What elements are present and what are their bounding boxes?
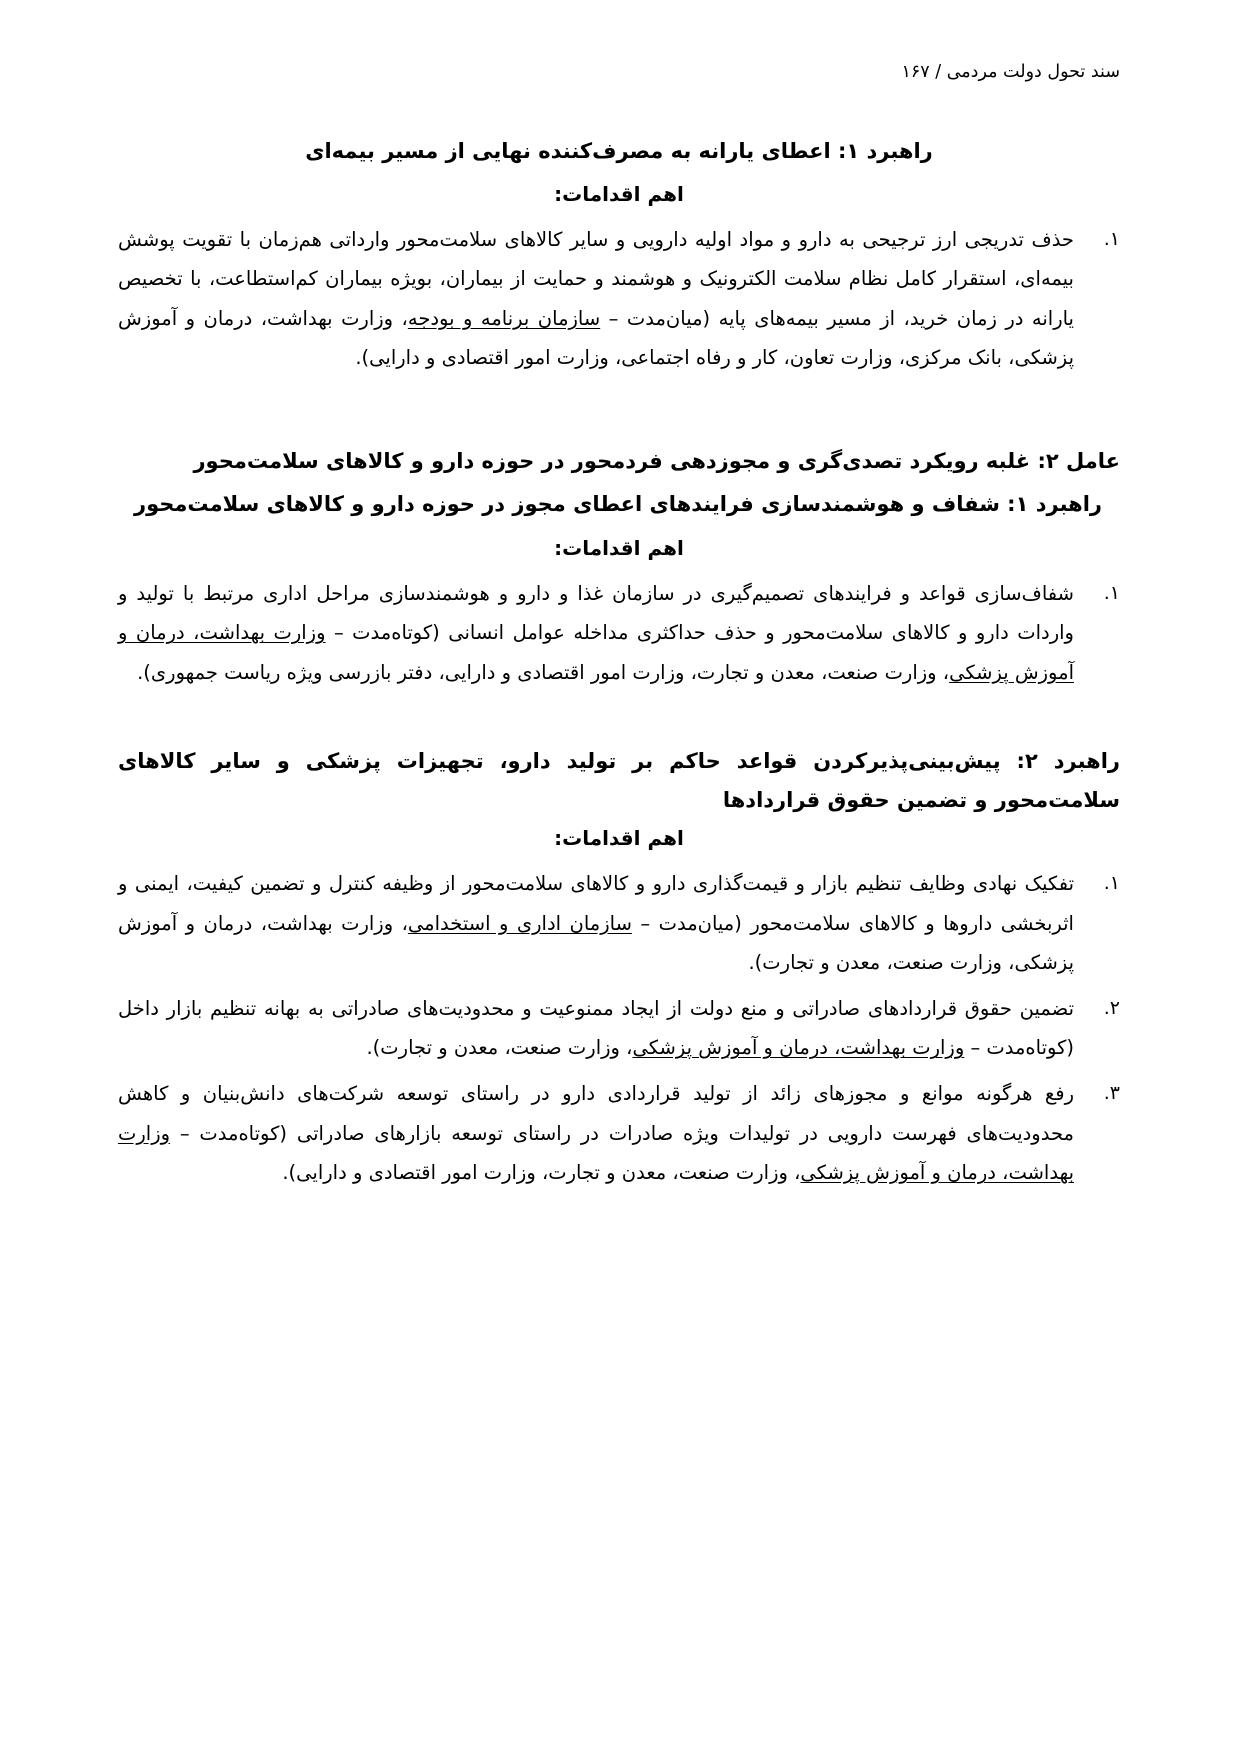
list-item-text: تفکیک نهادی وظایف تنظیم بازار و قیمت‌گذاری دارو و کالاهای سلامت‌محور از وظیفه کنترل و تضمین کیفیت، ایمنی و اثربخشی داروها و کالاهای سلامت‌محور (میان‌مدت – سازمان اداری و استخدامی، وزارت بهداشت، درمان و آموزش پزشکی، وزارت صنعت، معدن و تجارت). — [118, 872, 1074, 975]
list-item-number: ۳. — [1103, 1082, 1120, 1104]
page-header: سند تحول دولت مردمی / ۱۶۷ — [901, 62, 1120, 82]
strategy-2-actions-label: اهم اقدامات: — [554, 826, 684, 851]
factor-2-actions-label: اهم اقدامات: — [554, 535, 684, 560]
strategy-1-actions-label: اهم اقدامات: — [554, 181, 684, 206]
list-item — [118, 864, 1120, 983]
strategy-1-title: راهبرد ۱: اعطای یارانه به مصرف‌کننده نهایی از مسیر بیمه‌ای — [305, 139, 933, 163]
section-strategy-2 — [118, 742, 1120, 1192]
list-item-number: ۲. — [1103, 996, 1120, 1019]
list-item — [118, 574, 1120, 693]
list-item-text: تضمین حقوق قراردادهای صادراتی و منع دولت از ایجاد ممنوعیت و محدودیت‌های صادراتی به بهانه تنظیم بازار داخل (کوتاه‌مدت – وزارت بهداشت، درمان و آموزش پزشکی، وزارت صنعت، معدن و تجارت). — [118, 996, 1074, 1060]
list-item-text: رفع هرگونه موانع و مجوزهای زائد از تولید قراردادی دارو در راستای توسعه شرکت‌های دانش‌بنیان و کاهش محدودیت‌های فهرست دارویی در تولیدات ویژه صادرات در راستای توسعه بازارهای صادراتی (کوتاه‌مدت – وزارت بهداشت، درمان و آموزش پزشکی، وزارت صنعت، معدن و تجارت، وزارت امور اقتصادی و دارایی). — [118, 1082, 1074, 1185]
factor-2-title: عامل ۲: غلبه رویکرد تصدی‌گری و مجوزدهی فردمحور در حوزه دارو و کالاهای سلامت‌محور — [193, 449, 1120, 473]
factor-2-items — [118, 574, 1120, 693]
section-factor-2 — [118, 442, 1120, 692]
spacer — [118, 722, 1120, 742]
strategy-1-items — [118, 220, 1120, 378]
list-item — [118, 1074, 1120, 1193]
list-item-text: شفاف‌سازی قواعد و فرایندهای تصمیم‌گیری در سازمان غذا و دارو و هوشمندسازی مراحل اداری مرتبط با تولید و واردات دارو و کالاهای سلامت‌محور و حذف حداکثری مداخله عوامل انسانی (کوتاه‌مدت – وزارت بهداشت، درمان و آموزش پزشکی، وزارت صنعت، معدن و تجارت، وزارت امور اقتصادی و دارایی، دفتر بازرسی ویژه ریاست جمهوری). — [118, 581, 1074, 684]
list-item-number: ۱. — [1103, 872, 1120, 895]
list-item — [118, 220, 1120, 378]
list-item-text: حذف تدریجی ارز ترجیحی به دارو و مواد اولیه دارویی و سایر کالاهای سلامت‌محور وارداتی هم‌زمان با تقویت پوشش بیمه‌ای، استقرار کامل نظام سلامت الکترونیک و هوشمند و حمایت از بیماران، بویژه بیماران کم‌استطاعت، با تخصیص یارانه در زمان خرید، از مسیر بیمه‌های پایه (میان‌مدت – سازمان برنامه و بودجه، وزارت بهداشت، درمان و آموزش پزشکی، بانک مرکزی، وزارت تعاون، کار و رفاه اجتماعی، وزارت امور اقتصادی و دارایی). — [118, 227, 1074, 370]
list-item — [118, 989, 1120, 1068]
list-item-number: ۱. — [1103, 227, 1120, 250]
strategy-2-title: راهبرد ۲: پیش‌بینی‌پذیرکردن قواعد حاکم بر تولید دارو، تجهیزات پزشکی و سایر کالاهای سلامت‌محور و تضمین حقوق قراردادها — [118, 749, 1121, 813]
spacer — [118, 408, 1120, 442]
strategy-2-items — [118, 864, 1120, 1193]
list-item-number: ۱. — [1103, 581, 1120, 604]
factor-2-strategy-title: راهبرد ۱: شفاف و هوشمندسازی فرایندهای اعطای مجوز در حوزه دارو و کالاهای سلامت‌محور — [134, 491, 1102, 516]
section-strategy-1 — [118, 134, 1120, 378]
